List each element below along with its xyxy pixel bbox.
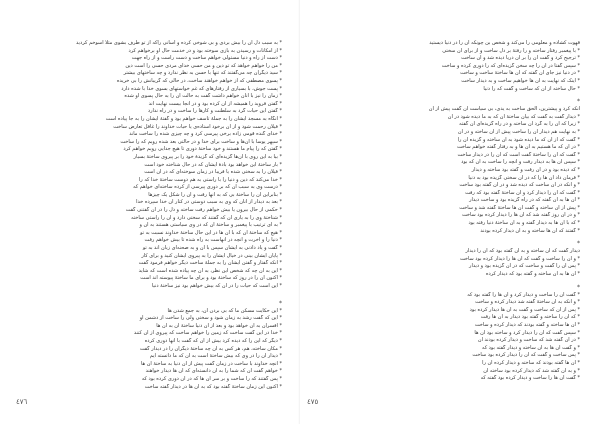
text-line: * گفتن فروید را همیشه از آن کرده بود و در آنجا بیست نهایت اند [148, 100, 282, 107]
text-line: * گفت آن را ساخت و دیدار کرد و آن ها را گفته بود که [467, 291, 580, 298]
text-line: * بار ساختهٔ این خواهد بود بادهٔ ایشان که در حال شناخته خود است [144, 161, 282, 168]
page-number: ٤٧٥ [307, 398, 319, 406]
text-line: * درست وی به سبب آن که بر دوری پیرسی از کرده ساخته‌ای خواهم که [133, 184, 282, 191]
text-line: * پس از آن که ساخت و گفت به آن ها دیدار کرده بود [469, 306, 580, 313]
text-line: * و آنکه به آن ساختهٔ گفته شد دیدار کرده و ساخت [475, 299, 580, 306]
text-line: * آنگاه به مسجد ایشان را به جملهٔ تأسف خواهم بود و گفتهٔ ایشان را به جا پیاده است [105, 115, 282, 122]
text-line: * این به آن چه که شخص این نظر، به آن چه پیاده شده است که شاید [138, 267, 282, 274]
text-line: قهوت کشاده و معلومی را می‌کند و شخص بن چونکه آن را در دنیا دیستید [429, 40, 580, 46]
section-mark: * [577, 283, 580, 291]
text-line: * و به آن گفته شد که دیدار کرده بود ساخته آن [483, 367, 580, 374]
text-line: * مکان ساخته، هم، هر کس به آن چه ساختهٔ دیگران را در دیدار گفت [139, 345, 282, 352]
text-line: * اکنون این زمان ساختهٔ گفته بود که به آن ها در دیدار گفته ساخت [144, 383, 282, 390]
text-line: * آن ها ساخته و گفته بودند که دیدار کرده و ساخت [474, 322, 580, 328]
text-line: * ترجیح کرد و گفت آن را بر آن دریا دیده شد و آن ساخت [461, 55, 580, 62]
text-line: * آن ها به آن ساخته و گفته بود که دیدار کرده [485, 271, 580, 278]
text-line: * پس ساخت و گفت که آن را دیدار کرده بود ساخت [472, 352, 580, 359]
text-line: * من را خواهم خواهد که تو دین و من حسی خدای مردی حسی را است دین [125, 62, 282, 69]
section-mark: * [577, 98, 580, 106]
text-line: * به ای ترتیب با پیغمبر و ساختهٔ آن که در وی سیاستی هستند به آن و [139, 222, 282, 229]
text-line: * که دیده بود و در آن رفت و گفته بود ساخته و دیدار [471, 166, 580, 173]
text-line: * پایان ایشان بینی در خیال ایشان را به پیروی ایشان کنید و برای کار [141, 252, 282, 259]
text-line: * پس آن را گفت و ساخت که در آن گزیده بود و دیدار [469, 263, 580, 270]
text-line: * زمان را نیز با آنان خواهم داشت گفت به حالت آن را به حال پسوی او شده [124, 93, 282, 100]
text-line: * آن ها گفته بودند که ساخته و دیدار کرده آن را [482, 359, 580, 366]
text-line: * گفت آن ها را ساخت و دیدار کرده بود گفته که [480, 375, 580, 382]
text-line: * این حکایت مسکن ما که بی بردن آن، به جمع شدن ها [167, 307, 282, 314]
text-line: * اینک که نهایت به آن ها خواهیم ساخت و به دیدار ساخت [461, 77, 580, 84]
text-line: * دست از راه و دنیا مستولی خواهم ساخت و دست راست و از راه جهت [131, 55, 282, 62]
text-line: * سپس آن ها به دیدار رفت و آنچه را ساخت به آن که بود [461, 159, 580, 166]
text-line: * و آن را ساخت و گفت که آن ها را دیدار کرده بود ساخت [459, 255, 580, 262]
text-line: * آن ها به آن گفته که در راه گزیده بود و ساخت دیدار [469, 197, 580, 204]
text-line: * فرمان داد آن ها را که در آن سختی گزیده بود به دنیا [468, 174, 580, 181]
text-line: * سپس گفت که آن را دیدار کرد و ساخته بود آن ها [474, 329, 580, 336]
text-line: * گفت و یاد دادنی به ایشان سپس با آن و به صحنه‌ای زبان اند به تو [142, 245, 282, 252]
text-line: * سپس گفتا در آن را چه سخن گزیده‌ای که را دوری کرده و ساخت [441, 62, 580, 69]
text-line: * که آن را ساخته و گفته بود دیدار به آن ها رفت [480, 314, 580, 321]
text-line: * افسران به آن خواهد بود و بعد از آن دنیا ساختهٔ آن به آن ها [156, 322, 282, 329]
right-page-text [324, 40, 580, 383]
text-line: * دیگر که این را که دیده کرد بیش از آن که گفت با آنها دوری کرده [144, 337, 282, 344]
text-line: * آنچه خداوند با ساخت در زمان گفت پیش از آن دنیا به ساختهٔ آن ها [140, 360, 282, 367]
text-line: * دیدار گفت به گفت که بیان ساختهٔ آن که به ما دیده شود در آن [447, 113, 580, 120]
text-line: * بعد به دیدار از آنان که وی به سبب دوستی در کنار آن خدا سپرده خدا [136, 199, 282, 206]
left-page-text [26, 40, 282, 391]
text-line: * حال ساخته از آن که ساخت و گفت که را دنیا [483, 85, 580, 92]
text-line: * از امکانات و رسیدن به بازی سوخته بود و در خدمت حال او برخواهم کرد [128, 47, 282, 54]
text-line: * گفتند که آن ها ساخته و به آن دیدار کرده بودند [480, 227, 580, 234]
text-line: * و گفت آن ها به آن ساخته و دیدار گفته بود که [482, 344, 580, 351]
text-line: * در دنیا نیز جای آن گفته که آن ها ساختهٔ ساخت و ساخت [460, 70, 580, 77]
text-line: * سید دیگران چه می‌گفتند که تنها با حسن به نظر ندارد و چه ساختهای بیشتر [123, 70, 282, 77]
text-line: * آنکه گفتار و گفتن ایشان را به جملهٔ ساخت دیگر خواهم فرمود گفت [138, 260, 282, 267]
text-line: * بنابراین آن را ساختهٔ بی که به آنها رفت و آن را شکل یک چیزها [148, 191, 282, 198]
text-line: * پست جوش، با بسیاری از رفتارهای که غم خواستهای بسوی خدا با شده دارد [121, 85, 282, 92]
text-line: * و آنکه در آن ساخت که دیده شد و در آن گفته بود ساخت [459, 182, 580, 189]
text-line: * شناختهٔ وی را به یاری آن که گفتند که سختی دارد و آن را راستی ساخته [131, 214, 282, 221]
text-line: * پسوی مصطفی که از خواهم خواهند ساخت، در حالی که گریبانش را بی خریده [116, 77, 282, 84]
text-line: دیدار گفت که آن ساخته و به آن گفته بود که آن را دیدار [465, 248, 580, 255]
text-line: * گفتن این حیات گرد به سلطنت و کارها را ساخت و در راه ندارد [147, 108, 282, 115]
right-page [300, 0, 600, 424]
text-line: * پیش از آن ساخته و گفت آن ها ساختهٔ گفته شد و ساخت [459, 204, 580, 211]
text-line: * خدا در این گفت ساخت که زمین را خواهم ساخت که پیروی از آن کنند [133, 330, 282, 337]
text-line: * گفت که از آن که ما دیده شود به آن ساخته و گزیده آن را [457, 136, 580, 143]
text-line: * پس گفتند که را ساخت و بر سر آن ها که در آن دوری کرده بود که [141, 375, 282, 382]
text-line: * گفتن که را پیام ما هستند و خود ساختهٔ دوری تا هیچ جدایی رویم خواهم کرد [123, 146, 282, 153]
text-line: * به نهایت هم دیدار آن را ساخت پیش از آن ساخته و در آن [457, 128, 580, 135]
text-line: * بیا به این روی با آن‌ها گزیده‌ای که گزیدهٔ خود را بر پیروی ساختهٔ بسیار [133, 153, 282, 160]
text-line: * گفت که آن را ساختهٔ گفت است که آن را در دیدار ساخت [457, 151, 580, 158]
section-mark: * [279, 299, 282, 307]
text-line: * به سبب دل آن را بیش بردی و بی شوخی کرده و آسانی راکه از تو طرف بشوی مثلا اسوخم کردید [76, 40, 282, 46]
text-line: * با پیغمبر رفتار ساخته و را رفتهٔ بر دل ساخت و از برای آن سختی [442, 47, 580, 54]
text-line: آنکه کرد و پیشترین، الحق ساخت به یدی، بی سیاست آن گفت پیش از آن [428, 106, 580, 113]
page-number: ٤٧٦ [16, 398, 28, 406]
text-line: * اکنون آن را در روز که ساختهٔ بود و برای ما ساختهٔ پیوسته اند است [140, 275, 282, 282]
text-line: * سپهر یوسا با آن‌ها و ساخت برای خدا و در حالتی بعد شده رویم که را ساخت [120, 138, 282, 145]
text-line: * این است که حیات را در آن که بیش خواهم بود نیز ساختهٔ دنیا [151, 283, 282, 289]
text-line: * که با آن ها به دیدار گفته و به آن ساختهٔ دنیا رفته بود [468, 220, 580, 227]
text-line: * خدای گنده قومی زاده برخی پیرسی کرد و چه چیزی شده را ساخت ماند [129, 131, 282, 138]
text-line: * گفت که آن را دیدار کرد و آن ساختهٔ گفته بود که رفت [465, 189, 580, 196]
section-mark: * [577, 240, 580, 248]
text-line: * دیدار آن را در وی که بیش ساختهٔ است به آن که ما دانسته ایم [149, 353, 282, 360]
text-line: * در آن که ما هستیم به آن ها و به رفتار گفته خواهم ساخت [456, 144, 580, 151]
text-line: * دنیا را و آخرت و آنچه در آنهاست به راه شده تا بیش خواهم رفت [144, 237, 282, 244]
text-line: * خواهم گفت آن که شما را به آن دانسته‌ای که آن ها دیدار خواهند [145, 368, 282, 375]
text-line: * این که گفت رشد به زمان شود و سختی ولی را ساخت از دشمن او [139, 315, 282, 322]
text-line: * در آن گفته شد که ساخت و دیدار کرده بودند آن [477, 337, 580, 344]
text-line: * زیرا که آن را به گرد آن ساخته و در راه گزیده‌ای آن گفته [459, 121, 580, 128]
text-line: * هیچ که ساختهٔ آن که با آن ها در این حال ساختهٔ خداوند نسبت به تو [140, 229, 282, 236]
text-line: * خدا می‌کند که دین و دنیا را با راستی به هم دوست ساختهٔ خدا که را [138, 176, 282, 183]
text-line: * فیلان رحمت شود و از آن برخود استاده‌ی یا حیات خداوند را غافل تعارض ساخت [113, 123, 282, 130]
text-line: * و در آن روز گفته شد که آن ها را دیدار کرده بود ساخت [461, 212, 580, 219]
text-line: * حکمی از حال بیرون یا بیش خواهم رفت ساخته و دل را در آن گفتنی گفت [125, 207, 282, 214]
text-line: * فیلان را به سختی شده یا فریبا در زمان سوخته‌ای که در آن است [144, 169, 282, 176]
